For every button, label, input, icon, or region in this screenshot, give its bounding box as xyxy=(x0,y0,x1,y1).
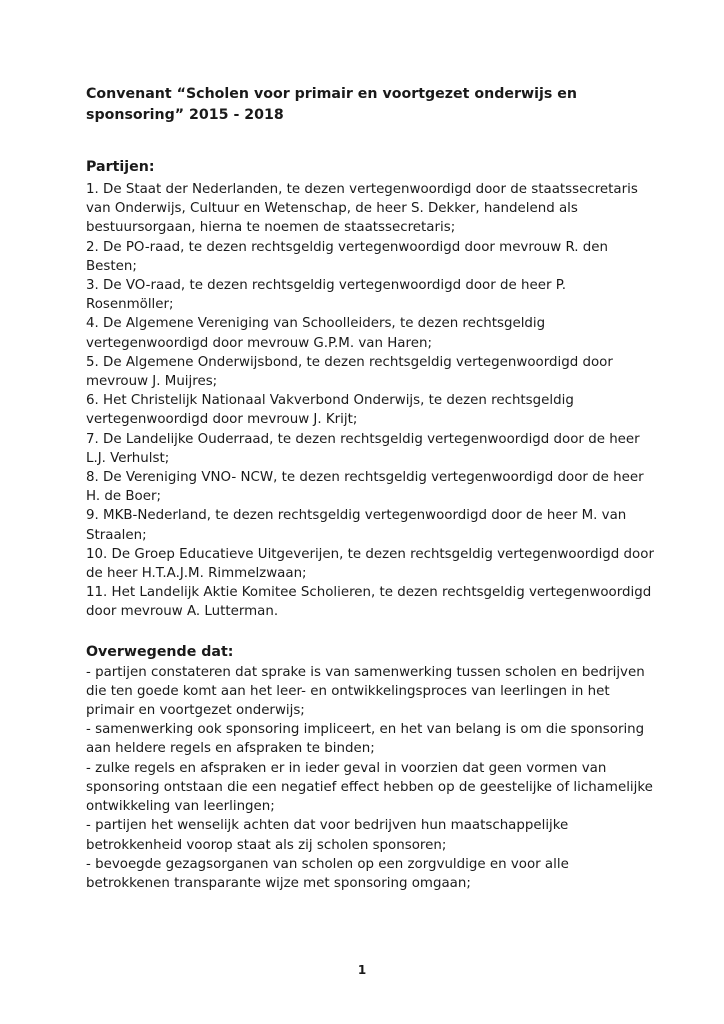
partijen-heading: Partijen: xyxy=(86,159,155,175)
partij-item: 7. De Landelijke Ouderraad, te dezen rechtsgeldig vertegenwoordigd door de heer L.J. Verhulst; xyxy=(86,431,640,466)
partij-item: 3. De VO-raad, te dezen rechtsgeldig vertegenwoordigd door de heer P. Rosenmöller; xyxy=(86,278,566,313)
partijen-list xyxy=(86,180,656,622)
partij-item: 9. MKB-Nederland, te dezen rechtsgeldig vertegenwoordigd door de heer M. van Straalen; xyxy=(86,508,627,543)
partij-item: 2. De PO-raad, te dezen rechtsgeldig vertegenwoordigd door mevrouw R. den Besten; xyxy=(86,239,609,274)
partij-item: 11. Het Landelijk Aktie Komitee Scholieren, te dezen rechtsgeldig vertegenwoordigd door mevrouw A. Lutterman. xyxy=(86,585,652,620)
overwegende-heading: Overwegende dat: xyxy=(86,643,234,660)
overweging-item: - partijen het wenselijk achten dat voor bedrijven hun maatschappelijke betrokkenheid voorop staat als zij scholen sponsoren; xyxy=(86,818,569,853)
overweging-item: - partijen constateren dat sprake is van samenwerking tussen scholen en bedrijven die ten goede komt aan het leer- en ontwikkelingsproces van leerlingen in het primair en voortgezet onderwijs; xyxy=(86,664,645,719)
overweging-item: - zulke regels en afspraken er in ieder geval in voorzien dat geen vormen van sponsoring ontstaan die een negatief effect hebben op de geestelijke of lichamelijke ontwikkeling van leerlingen; xyxy=(86,760,653,815)
partij-item: 6. Het Christelijk Nationaal Vakverbond Onderwijs, te dezen rechtsgeldig vertegenwoordigd door mevrouw J. Krijt; xyxy=(86,393,574,428)
document-title: Convenant “Scholen voor primair en voortgezet onderwijs en sponsoring” 2015 - 2018 xyxy=(86,86,577,123)
partij-item: 8. De Vereniging VNO- NCW, te dezen rechtsgeldig vertegenwoordigd door de heer H. de Boer; xyxy=(86,470,644,505)
overwegende-list xyxy=(86,663,656,893)
overweging-item: - bevoegde gezagsorganen van scholen op een zorgvuldige en voor alle betrokkenen transparante wijze met sponsoring omgaan; xyxy=(86,856,569,891)
overweging-item: - samenwerking ook sponsoring impliceert, en het van belang is om die sponsoring aan heldere regels en afspraken te binden; xyxy=(86,722,645,757)
document-body xyxy=(86,84,656,893)
partij-item: 10. De Groep Educatieve Uitgeverijen, te dezen rechtsgeldig vertegenwoordigd door de heer H.T.A.J.M. Rimmelzwaan; xyxy=(86,546,654,582)
partij-item: 1. De Staat der Nederlanden, te dezen vertegenwoordigd door de staatssecretaris van Onderwijs, Cultuur en Wetenschap, de heer S. Dekker, handelend als bestuursorgaan, hierna te noemen de staatssecretaris; xyxy=(86,182,638,236)
partij-item: 4. De Algemene Vereniging van Schoolleiders, te dezen rechtsgeldig vertegenwoordigd door mevrouw G.P.M. van Haren; xyxy=(86,316,546,351)
page-number: 1 xyxy=(357,963,367,977)
partij-item: 5. De Algemene Onderwijsbond, te dezen rechtsgeldig vertegenwoordigd door mevrouw J. Muijres; xyxy=(86,354,613,390)
